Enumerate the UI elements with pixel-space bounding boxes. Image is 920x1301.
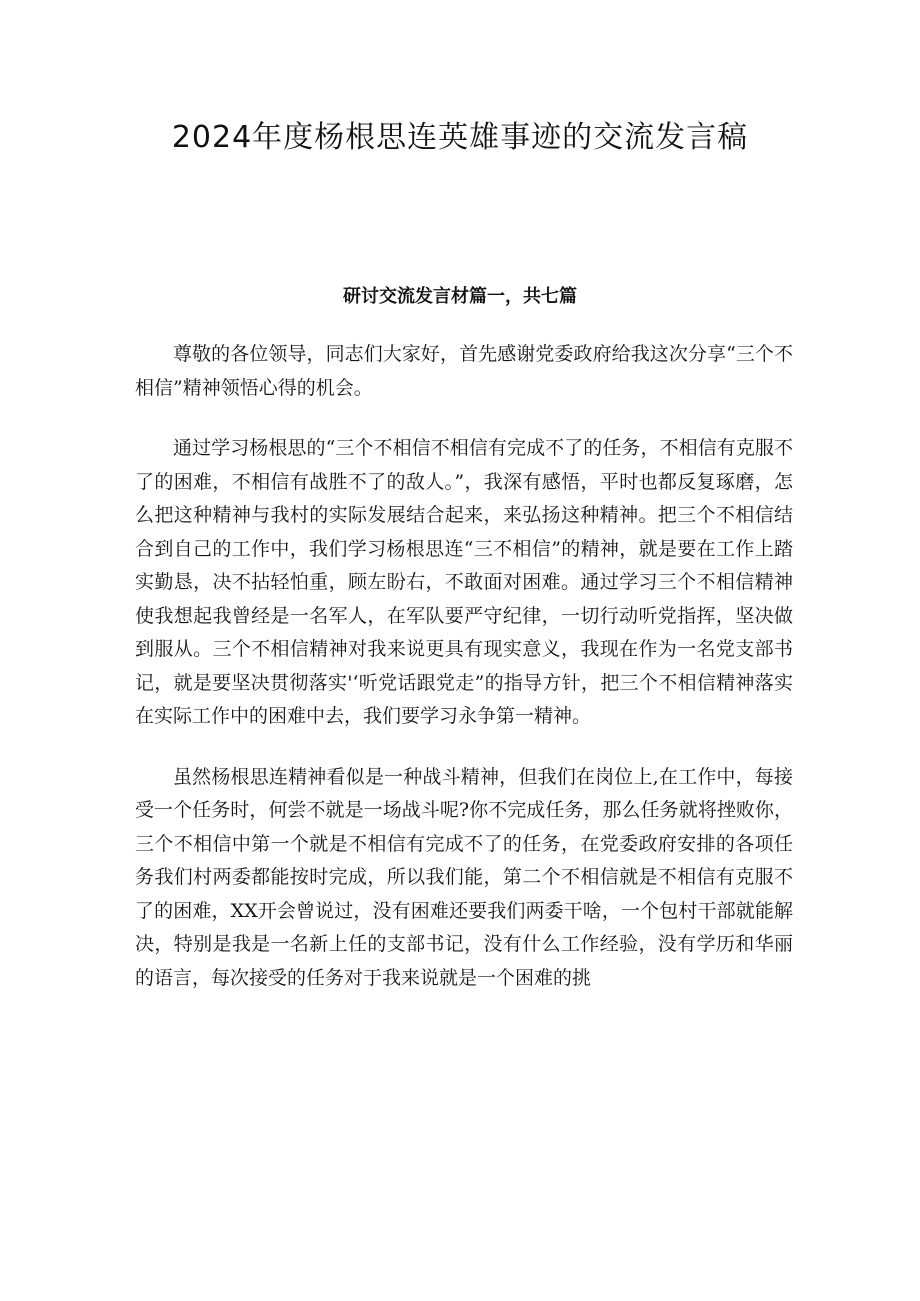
- paragraph-2: 通过学习杨根思的“三个不相信不相信有完成不了的任务，不相信有克服不了的困难，不相信有战胜不了的敌人。”，我深有感悟，平时也都反复琢磨，怎么把这种精神与我村的实际发展结合起来，来弘扬这种精神。把三个不相信结合到自己的工作中，我们学习杨根思连“三不相信”的精神，就是要在工作上踏实勤恳，决不拈轻怕重，顾左盼右，不敢面对困难。通过学习三个不相信精神使我想起我曾经是一名军人，在军队要严守纪律，一切行动听党指挥，坚决做到服从。三个不相信精神对我来说更具有现实意义，我现在作为一名党支部书记，就是要坚决贯彻落实'‘听党话跟党走”的指导方针，把三个不相信精神落实在实际工作中的困难中去，我们要学习永争第一精神。: [135, 437, 793, 727]
- paragraph-3: 虽然杨根思连精神看似是一种战斗精神，但我们在岗位上,在工作中，每接受一个任务时，何尝不就是一场战斗呢?你不完成任务，那么任务就将挫败你，三个不相信中第一个就是不相信有完成不了的任务，在党委政府安排的各项任务我们村两委都能按时完成，所以我们能，第二个不相信就是不相信有克服不了的困难，XX开会曾说过，没有困难还要我们两委干啥，一个包村干部就能解决，特别是我是一名新上任的支部书记，没有什么工作经验，没有学历和华丽的语言，每次接受的任务对于我来说就是一个困难的挑: [135, 765, 793, 989]
- document-title: 2024年度杨根思连英雄事迹的交流发言稿: [171, 120, 749, 155]
- document-body: [135, 338, 793, 1022]
- section-subtitle: 研讨交流发言材篇一，共七篇: [343, 286, 577, 307]
- paragraph-1: 尊敬的各位领导，同志们大家好，首先感谢党委政府给我这次分享“三个不相信”精神领悟心得的机会。: [135, 343, 793, 399]
